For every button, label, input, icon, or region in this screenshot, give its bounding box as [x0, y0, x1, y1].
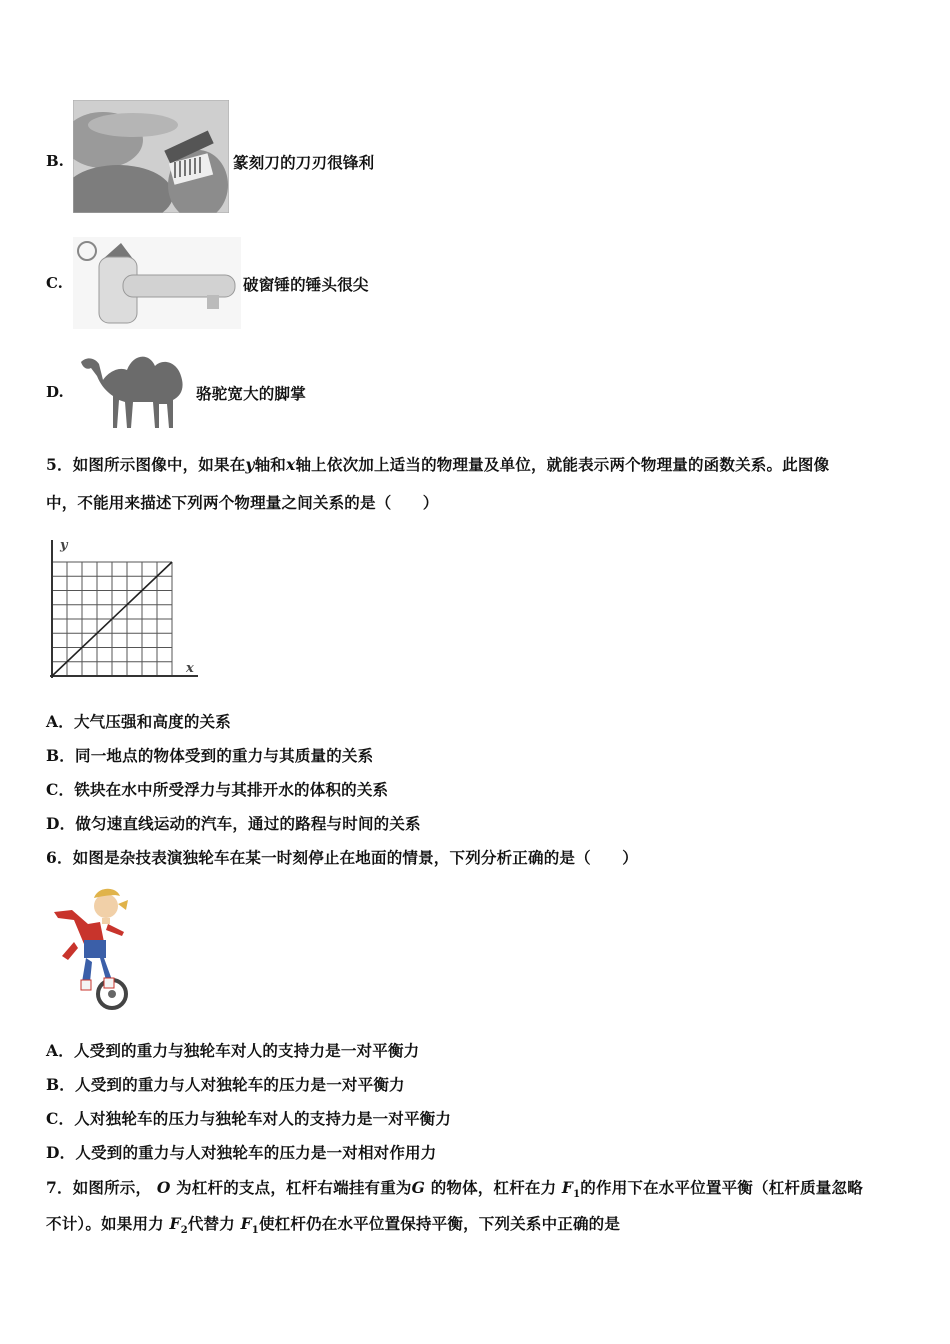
q7-var-o: O — [156, 1178, 171, 1197]
q5-option-c — [46, 778, 388, 800]
q6-option-c — [46, 1107, 451, 1129]
q6-option-d — [46, 1141, 436, 1163]
q7-number: 7． — [46, 1178, 73, 1197]
q6-option-a-text: 人受到的重力与独轮车对人的支持力是一对平衡力 — [73, 1041, 420, 1060]
option-c-label: C. — [46, 274, 63, 292]
q5-option-c-label: C． — [46, 780, 75, 799]
q6-option-b-label: B． — [46, 1075, 76, 1094]
q7-part-b: 为杠杆的支点，杠杆右端挂有重为 — [176, 1178, 412, 1197]
q7-var-f2: F — [169, 1214, 181, 1233]
q7-part-d: 的作用下在水平位置平衡（杠杆质量忽略 — [580, 1178, 863, 1197]
q5-stem-line1 — [46, 453, 829, 475]
q5-var-y: y — [245, 455, 255, 474]
q6-option-c-label: C． — [46, 1109, 75, 1128]
q6-option-c-text: 人对独轮车的压力与独轮车对人的支持力是一对平衡力 — [74, 1109, 452, 1128]
q5-option-c-text: 铁块在水中所受浮力与其排开水的体积的关系 — [74, 780, 389, 799]
q5-option-a — [46, 710, 231, 732]
q6-stem-text: 如图是杂技表演独轮车在某一时刻停止在地面的情景，下列分析正确的是（ ） — [72, 848, 638, 867]
q5-option-a-text: 大气压强和高度的关系 — [73, 712, 231, 731]
option-b-label: B. — [46, 152, 64, 170]
q5-var-x: x — [286, 455, 296, 474]
q6-option-a — [46, 1039, 419, 1061]
q7-part-c: 的物体，杠杆在力 — [430, 1178, 557, 1197]
q7-part-g: 使杠杆仍在水平位置保持平衡，下列关系中正确的是 — [258, 1214, 621, 1233]
q7-sub-1: 1 — [573, 1189, 581, 1201]
q7-stem-line2 — [46, 1212, 620, 1236]
q5-stem-part3: 轴上依次加上适当的物理量及单位，就能表示两个物理量的函数关系。此图像 — [295, 455, 830, 474]
q7-var-f1: F — [561, 1178, 574, 1197]
q7-var-f1-again: F — [240, 1214, 252, 1233]
q7-part-e: 不计）。如果用力 — [46, 1214, 164, 1233]
linear-graph-chart — [40, 536, 202, 688]
q6-option-a-label: A． — [46, 1041, 74, 1060]
option-c-text: 破窗锤的锤头很尖 — [243, 275, 369, 294]
q5-option-b — [46, 744, 373, 766]
q5-option-d-text: 做匀速直线运动的汽车，通过的路程与时间的关系 — [75, 814, 421, 833]
q5-option-a-label: A． — [46, 712, 74, 731]
q5-stem-line2: 中，不能用来描述下列两个物理量之间关系的是（ ） — [46, 493, 439, 512]
window-breaker-hammer-photo — [73, 237, 241, 329]
chart-x-axis-label: x — [186, 661, 194, 676]
q5-stem-part2: 轴和 — [254, 455, 287, 474]
option-d-text: 骆驼宽大的脚掌 — [196, 384, 306, 403]
q5-option-d-label: D． — [46, 814, 76, 833]
q5-stem-part1: 如图所示图像中，如果在 — [72, 455, 246, 474]
q6-option-d-label: D． — [46, 1143, 76, 1162]
q5-number: 5． — [46, 455, 73, 474]
camel-photo — [73, 344, 193, 434]
q6-option-d-text: 人受到的重力与人对独轮车的压力是一对相对作用力 — [75, 1143, 437, 1162]
option-d-label: D. — [46, 383, 64, 401]
q6-option-b — [46, 1073, 405, 1095]
q7-var-g: G — [411, 1178, 426, 1197]
seal-carving-knife-photo — [73, 100, 229, 213]
q5-option-b-label: B． — [46, 746, 76, 765]
q7-sub-2: 2 — [180, 1225, 188, 1237]
q6-option-b-text: 人受到的重力与人对独轮车的压力是一对平衡力 — [75, 1075, 405, 1094]
q6-stem — [46, 846, 638, 868]
q6-number: 6． — [46, 848, 73, 867]
unicycle-performer-illustration — [44, 884, 136, 1012]
q7-part-f: 代替力 — [187, 1214, 235, 1233]
chart-y-axis-label: y — [60, 538, 68, 553]
option-b-text: 篆刻刀的刀刃很锋利 — [233, 153, 375, 172]
q7-part-a: 如图所示， — [72, 1178, 152, 1197]
q7-stem-line1 — [46, 1176, 863, 1200]
q5-option-b-text: 同一地点的物体受到的重力与其质量的关系 — [75, 746, 374, 765]
q7-sub-1-again: 1 — [251, 1225, 259, 1237]
q5-option-d — [46, 812, 421, 834]
